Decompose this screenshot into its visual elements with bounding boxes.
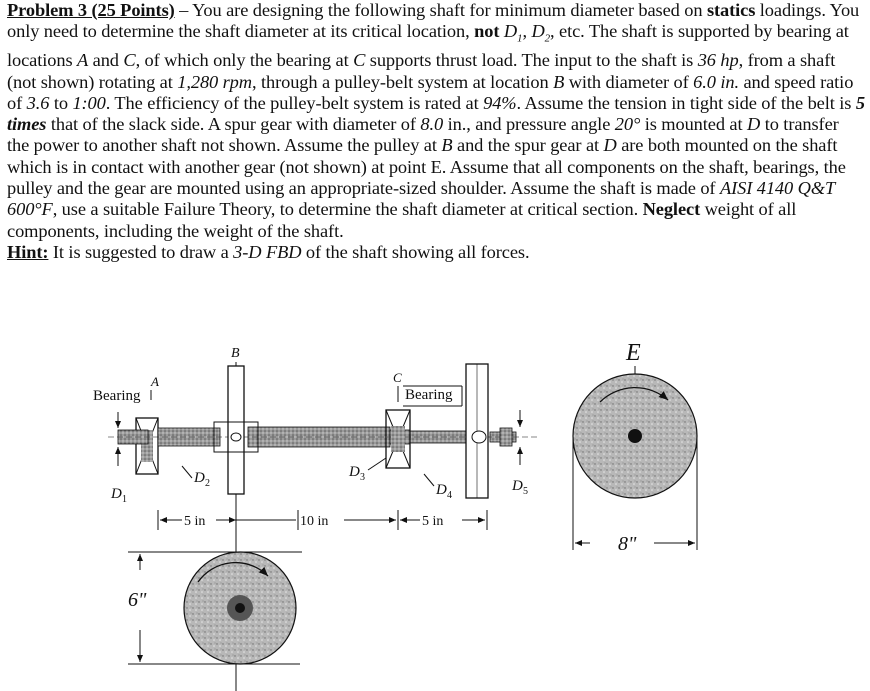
text-run: that of the slack side. A spur gear with diameter of [46,114,421,135]
svg-text:6": 6" [128,589,147,611]
label-a: A [151,374,159,389]
text-run: weight of all components, including the weight of the shaft. [7,199,797,241]
svg-text:D: D [111,486,122,502]
location-a: A [77,50,89,71]
text-run: are both mounted on the shaft which is in contact with another gear (not shown) at point E. Assume that all components on the shaft, bearings, the pulley and the gear are mounted using an appropriate-sized shoulder. Assume the shaft is made of [7,135,846,199]
shaft-end [500,428,512,446]
problem-statement [7,0,865,263]
text-run: , [522,21,532,42]
label-b: B [231,346,240,361]
text-run: , through a pulley-belt system at location [251,71,554,92]
gear-front-view [573,340,697,555]
gear-diameter: 8.0 [420,114,444,135]
label-c: C [393,370,402,385]
d3-indicator [348,458,386,483]
input-power: 36 hp [697,50,739,71]
text-run: with diameter of [564,71,694,92]
statics-word: statics [706,0,756,20]
speed-ratio: 3.6 [26,92,50,113]
hint-line [7,242,865,263]
text-run: . Assume the tension in tight side of the belt is [516,92,856,113]
pulley-diameter: 6.0 in. [693,71,739,92]
hint-fbd: 3-D FBD [233,241,302,262]
svg-text:D: D [349,464,360,480]
text-run: of the shaft showing all forces. [301,241,530,262]
text-run: – [174,0,193,20]
svg-text:4: 4 [447,490,452,501]
svg-text:10 in: 10 in [300,514,329,529]
location-b: B [553,71,565,92]
text-run: is mounted at [640,114,748,135]
not-word: not [474,21,500,42]
text-run: and [88,50,124,71]
text-run: , from a shaft (not shown) rotating at [7,50,836,92]
speed-ratio-2: 1:00 [72,92,106,113]
text-run: , of which only the bearing at [135,50,354,71]
tension-ratio: 5 times [7,92,865,135]
pulley-front-view [128,552,302,664]
bearing-a [136,418,158,474]
text-run: loadings. You only need to determine the shaft diameter at its critical location, [7,0,860,42]
bearing-left-label: Bearing [93,388,141,404]
d1-symbol: $D_1$ [503,21,523,45]
hint-label: Hint: [7,241,49,262]
svg-text:2: 2 [205,478,210,489]
text-run: It is suggested to draw a [48,241,234,262]
location-c: C [353,50,366,71]
neglect-word: Neglect [642,199,701,220]
bearing-right-label: Bearing [405,387,453,403]
d2-indicator [182,466,210,489]
length-dimensions [158,510,487,530]
svg-text:D: D [194,470,205,486]
text-run: , use a suitable Failure Theory, to determine the shaft diameter at critical section. [52,199,643,220]
efficiency: 94% [483,92,517,113]
text-run: to transfer the power to another shaft not shown. Assume the pulley at [7,114,839,156]
svg-text:8": 8" [618,533,637,555]
problem-heading: Problem 3 (25 Points) [7,0,175,20]
svg-text:3: 3 [360,472,365,483]
svg-text:1: 1 [122,494,127,505]
d2-symbol: $D_2$ [531,21,551,45]
svg-text:5 in: 5 in [422,514,444,529]
location-b: B [441,135,453,156]
location-d: D [747,114,761,135]
pressure-angle: 20° [614,114,641,135]
svg-text:D: D [512,478,523,494]
svg-text:5: 5 [523,486,528,497]
input-rpm: 1,280 rpm [177,71,252,92]
svg-text:D: D [436,482,447,498]
text-run: , etc. The shaft is supported by bearing at locations [7,21,849,71]
text-run: supports thrust load. The input to the shaft is [365,50,698,71]
location-c: C [123,50,136,71]
gear-d [466,364,488,498]
d5-indicator [511,410,528,497]
svg-text:5 in: 5 in [184,514,206,529]
text-run: and speed ratio of [7,71,854,113]
shaft-figure [0,330,870,691]
text-run: You are designing the following shaft for minimum diameter based on [192,0,707,20]
text-run: . The efficiency of the pulley-belt system is rated at [105,92,484,113]
text-run: and the spur gear at [452,135,604,156]
location-d: D [603,135,617,156]
text-run: to [49,92,73,113]
label-e: E [626,340,641,366]
d4-indicator [424,474,452,501]
material-spec: AISI 4140 Q&T 600°F [7,178,835,220]
d1-indicator [110,412,127,505]
text-run: in., and pressure angle [443,114,615,135]
